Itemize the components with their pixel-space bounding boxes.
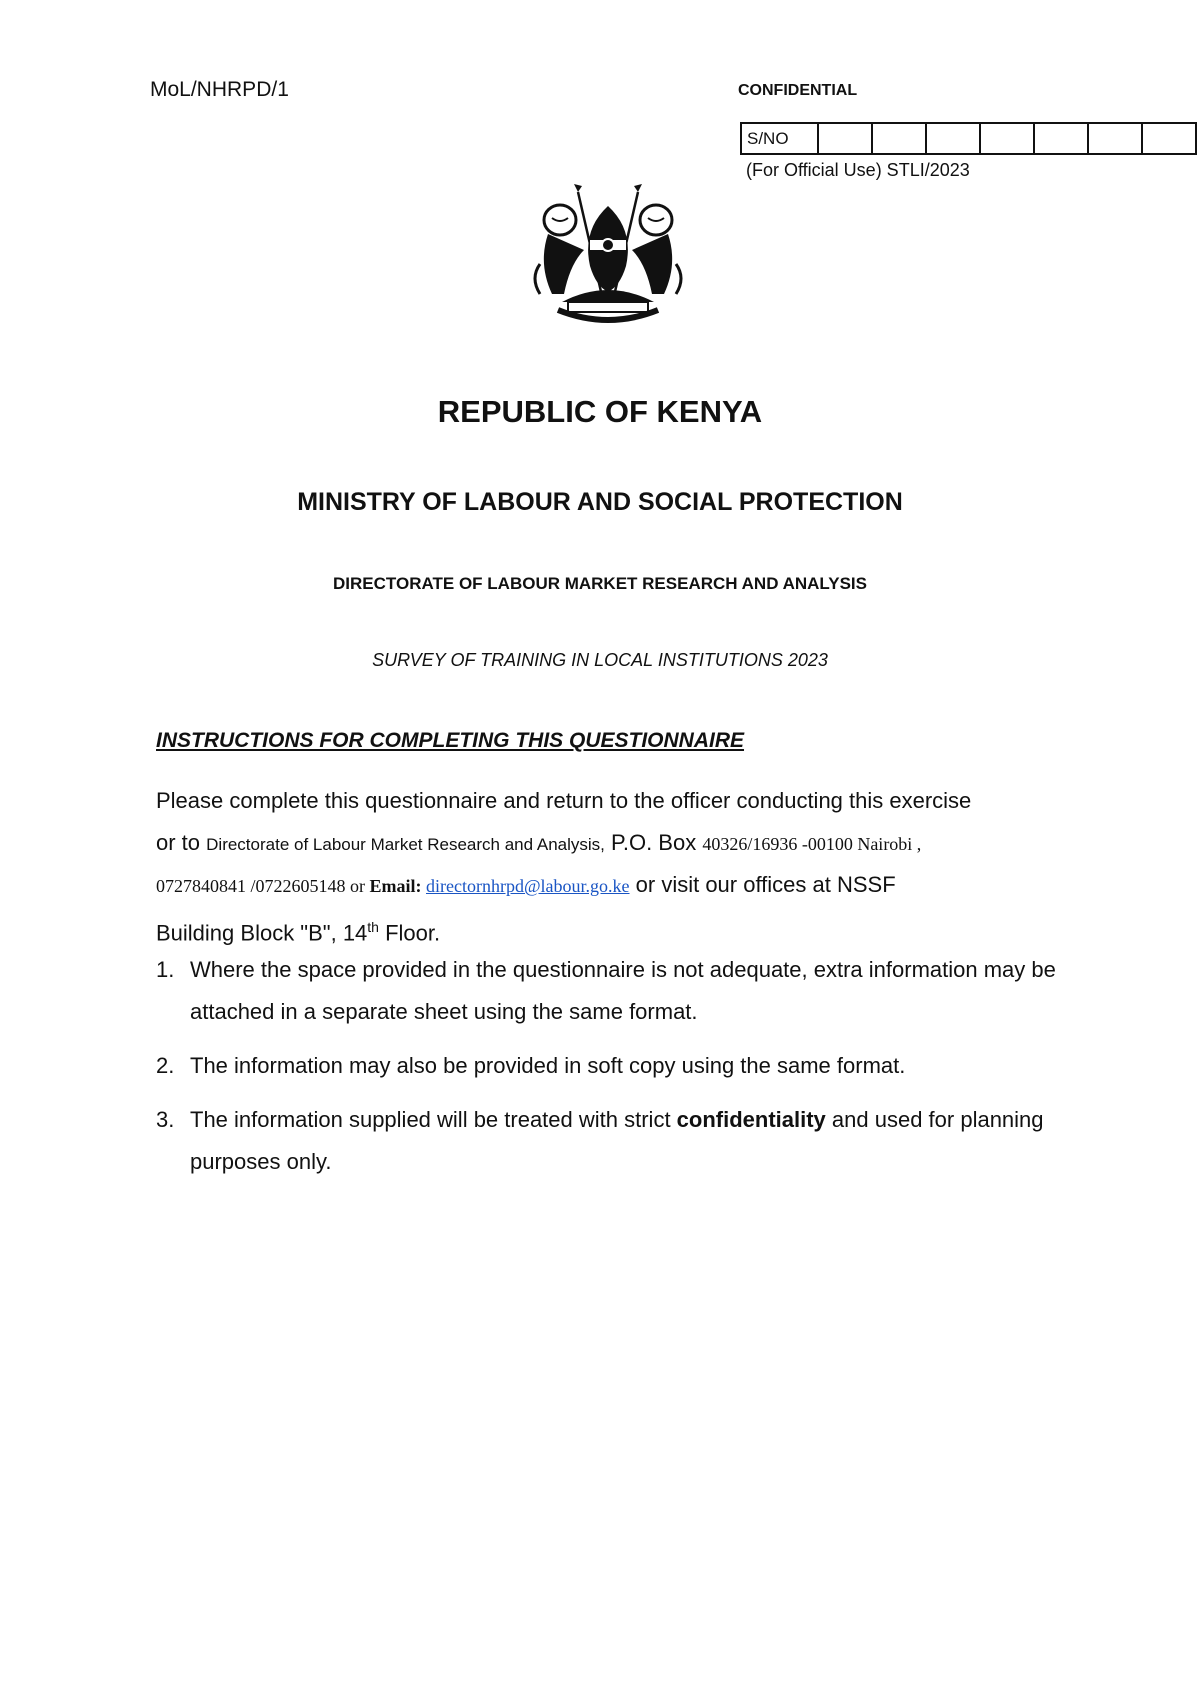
ordinal-suffix: th — [367, 919, 379, 935]
instructions-text: or to — [156, 830, 207, 855]
instructions-line — [156, 822, 1076, 864]
list-item-number: 1. — [156, 957, 175, 982]
instructions-text: Floor. — [378, 920, 441, 946]
official-use-note: (For Official Use) STLI/2023 — [746, 160, 970, 180]
phone-numbers: 0727840841 /0722605148 or — [156, 876, 370, 896]
list-item-text: Where the space provided in the questionnaire is not adequate, extra information may be attached in a separate sheet using the same format. — [190, 957, 1056, 1024]
survey-title: SURVEY OF TRAINING IN LOCAL INSTITUTIONS 2023 — [372, 650, 828, 670]
serial-digit-box[interactable] — [1088, 123, 1142, 154]
list-item-number: 2. — [156, 1053, 175, 1078]
list-item — [156, 949, 1076, 1033]
list-item-number: 3. — [156, 1107, 175, 1132]
list-item — [156, 1045, 1076, 1087]
list-item-text-part: The information supplied will be treated with strict — [190, 1107, 677, 1132]
country-title: REPUBLIC OF KENYA — [437, 394, 763, 429]
kenya-coat-of-arms-icon — [528, 184, 688, 328]
form-reference: MoL/NHRPD/1 — [150, 78, 289, 101]
serial-number-label: S/NO — [741, 123, 818, 154]
confidentiality-emphasis: confidentiality — [676, 1107, 826, 1132]
directorate-title: DIRECTORATE OF LABOUR MARKET RESEARCH AND ANALYSIS — [333, 574, 867, 593]
serial-number-table — [740, 122, 1197, 155]
serial-digit-box[interactable] — [1142, 123, 1196, 154]
instructions-heading: INSTRUCTIONS FOR COMPLETING THIS QUESTIONNAIRE — [156, 729, 745, 752]
instructions-line — [156, 864, 1076, 906]
instructions-list — [156, 949, 1076, 1195]
instructions-text: Building Block "B", 14 — [156, 920, 368, 946]
instructions-text: or visit our offices at NSSF — [629, 872, 896, 897]
serial-digit-box[interactable] — [1034, 123, 1088, 154]
email-link[interactable]: directornhrpd@labour.go.ke — [426, 876, 630, 896]
serial-digit-box[interactable] — [980, 123, 1034, 154]
serial-digit-box[interactable] — [818, 123, 872, 154]
instructions-line — [156, 906, 1076, 948]
serial-digit-box[interactable] — [872, 123, 926, 154]
serial-digit-box[interactable] — [926, 123, 980, 154]
list-item-text: The information may also be provided in soft copy using the same format. — [190, 1053, 906, 1078]
confidential-label: CONFIDENTIAL — [738, 82, 858, 99]
instructions-line — [156, 780, 1076, 822]
list-item — [156, 1099, 1076, 1183]
instructions-text: Please complete this questionnaire and return to the officer conducting this exercise — [156, 788, 972, 813]
email-label: Email: — [369, 876, 426, 896]
po-box-label: P.O. Box — [604, 830, 703, 855]
postal-address: 40326/16936 -00100 Nairobi , — [702, 834, 922, 854]
directorate-name: Directorate of Labour Market Research and Analysis, — [206, 835, 605, 854]
list-item-text — [190, 1099, 1076, 1183]
list-item-text-part: and used for planning purposes only. — [190, 1107, 1044, 1174]
ministry-title: MINISTRY OF LABOUR AND SOCIAL PROTECTION — [297, 488, 903, 516]
instructions-paragraph — [156, 780, 1076, 948]
